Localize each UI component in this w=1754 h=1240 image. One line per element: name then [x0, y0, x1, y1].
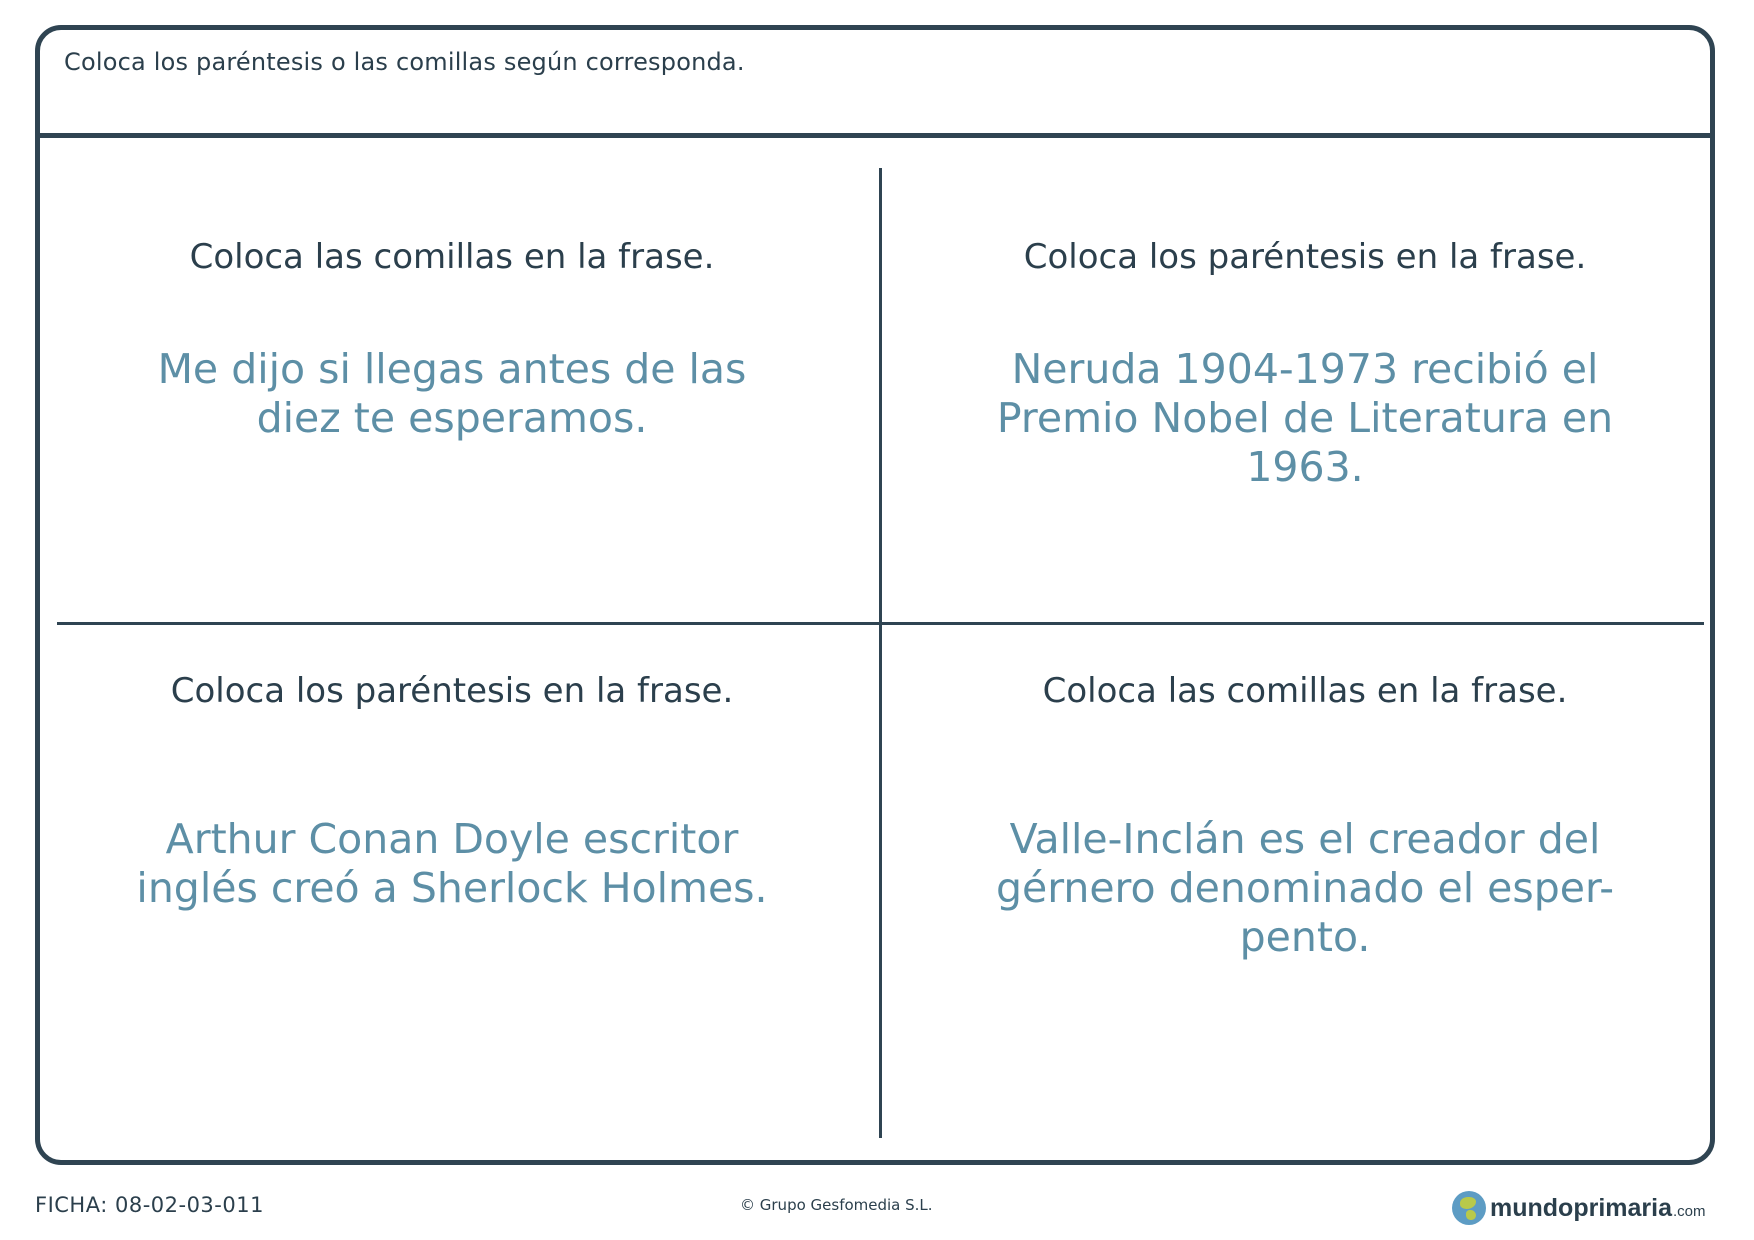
horizontal-divider — [57, 622, 1704, 625]
instructions-text: Coloca los paréntesis o las comillas según corresponda. — [64, 48, 745, 76]
exercise-cell-1 — [72, 140, 832, 620]
vertical-divider — [879, 168, 882, 1138]
exercise-cell-2 — [925, 140, 1685, 620]
copyright-text: © Grupo Gesfomedia S.L. — [740, 1196, 933, 1214]
exercise-prompt: Coloca las comillas en la frase. — [189, 237, 715, 277]
exercise-prompt: Coloca los paréntesis en la frase. — [1023, 237, 1587, 277]
ficha-code: FICHA: 08-02-03-011 — [35, 1193, 264, 1217]
exercise-prompt: Coloca los paréntesis en la frase. — [170, 671, 734, 711]
exercise-sentence: Valle-Inclán es el creador del gérnero denominado el esper-pento. — [995, 815, 1615, 961]
exercise-cell-4 — [925, 628, 1685, 1138]
exercise-sentence: Neruda 1904-1973 recibió el Premio Nobel de Literatura en 1963. — [996, 345, 1614, 491]
worksheet-frame — [35, 25, 1715, 1165]
exercise-sentence: Me dijo si llegas antes de las diez te esperamos. — [157, 345, 747, 442]
logo-wordmark: mundoprimaria — [1490, 1193, 1672, 1222]
logo-domain: .com — [1672, 1202, 1706, 1220]
globe-icon — [1452, 1191, 1486, 1225]
mundoprimaria-logo[interactable] — [1452, 1188, 1706, 1228]
worksheet-header — [40, 30, 1710, 138]
exercise-prompt: Coloca las comillas en la frase. — [1042, 671, 1568, 711]
exercise-sentence: Arthur Conan Doyle escritor inglés creó a Sherlock Holmes. — [136, 815, 768, 912]
exercise-cell-3 — [72, 628, 832, 1138]
